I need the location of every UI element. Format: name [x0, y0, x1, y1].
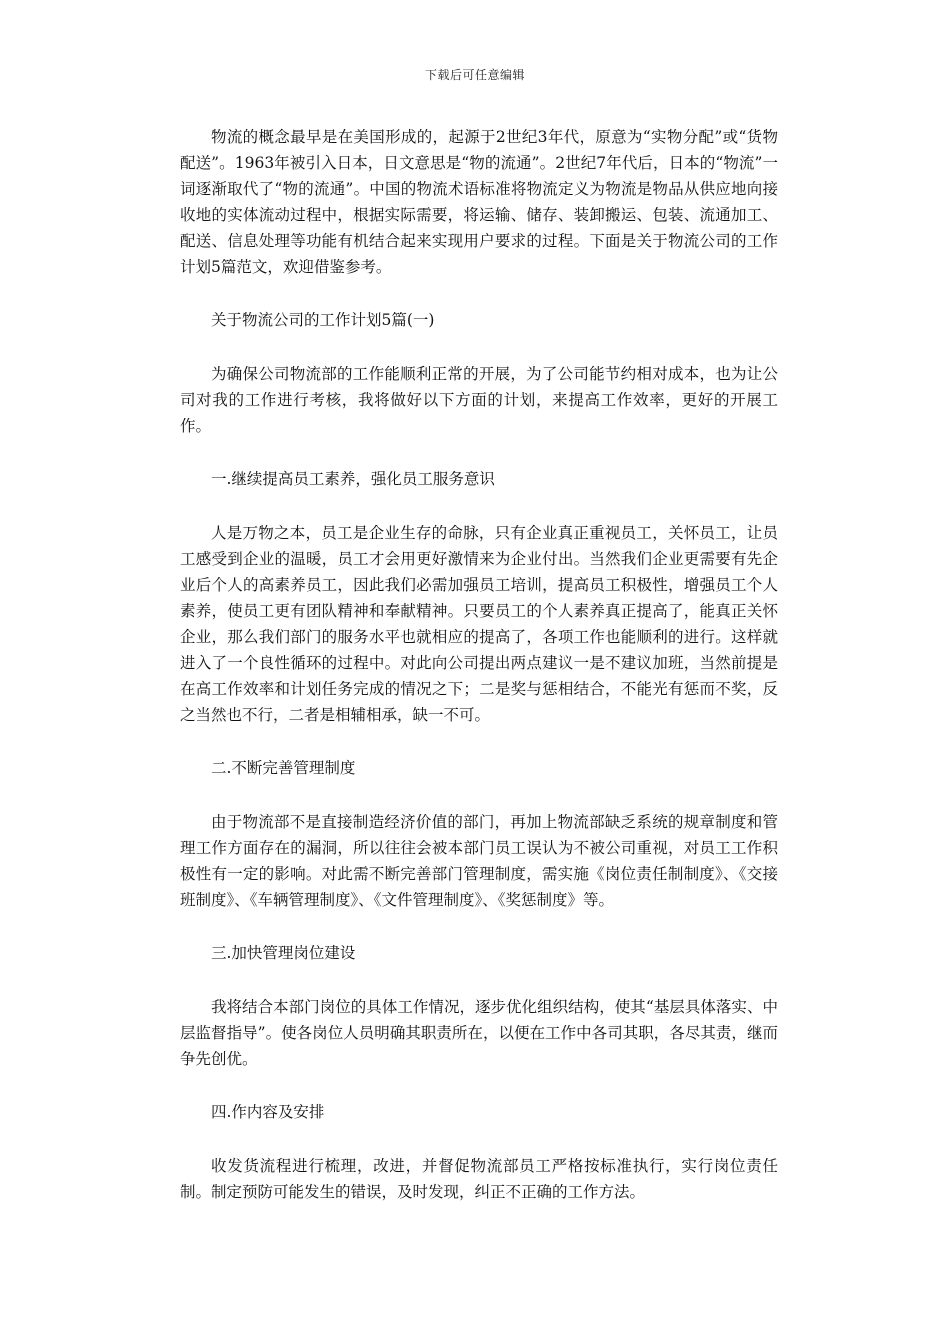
paragraph-1: 为确保公司物流部的工作能顺利正常的开展，为了公司能节约相对成本，也为让公司对我的工作进行考核，我将做好以下方面的计划，来提高工作效率，更好的开展工作。 [180, 365, 778, 435]
paragraph-5: 收发货流程进行梳理，改进，并督促物流部员工严格按标准执行，实行岗位责任制。制定预防可能发生的错误，及时发现，纠正不正确的工作方法。 [180, 1157, 778, 1201]
paragraph-3: 由于物流部不是直接制造经济价值的部门，再加上物流部缺乏系统的规章制度和管理工作方面存在的漏洞，所以往往会被本部门员工误认为不被公司重视，对员工工作积极性有一定的影响。对此需不断完善部门管理制度，需实施《岗位责任制制度》、《交接班制度》、《车辆管理制度》、《文件管理制度》、《奖惩制度》等。 [180, 813, 778, 909]
paragraph-4: 我将结合本部门岗位的具体工作情况，逐步优化组织结构，使其“基层具体落实、中层监督指导”。使各岗位人员明确其职责所在，以便在工作中各司其职，各尽其责，继而争先创优。 [180, 998, 778, 1068]
document-title: 关于物流公司的工作计划5篇(一) [211, 311, 435, 329]
section-heading-4: 四.作内容及安排 [211, 1103, 325, 1121]
intro-paragraph: 物流的概念最早是在美国形成的，起源于2世纪3年代，原意为“实物分配”或“货物配送”。1963年被引入日本，日文意思是“物的流通”。2世纪7年代后，日本的“物流”一词逐渐取代了“物的流通”。中国的物流术语标准将物流定义为物流是物品从供应地向接收地的实体流动过程中，根据实际需要，将运输、储存、装卸搬运、包装、流通加工、配送、信息处理等功能有机结合起来实现用户要求的过程。下面是关于物流公司的工作计划5篇范文，欢迎借鉴参考。 [180, 128, 778, 276]
page-header: 下载后可任意编辑 [424, 68, 525, 82]
document-body [180, 124, 778, 1232]
section-heading-1: 一.继续提高员工素养，强化员工服务意识 [211, 470, 495, 488]
section-heading-3: 三.加快管理岗位建设 [211, 944, 356, 962]
section-heading-2: 二.不断完善管理制度 [211, 759, 356, 777]
paragraph-2: 人是万物之本，员工是企业生存的命脉，只有企业真正重视员工，关怀员工，让员工感受到企业的温暖，员工才会用更好激情来为企业付出。当然我们企业更需要有先企业后个人的高素养员工，因此我们必需加强员工培训，提高员工积极性，增强员工个人素养，使员工更有团队精神和奉献精神。只要员工的个人素养真正提高了，能真正关怀企业，那么我们部门的服务水平也就相应的提高了，各项工作也能顺利的进行。这样就进入了一个良性循环的过程中。对此向公司提出两点建议一是不建议加班，当然前提是在高工作效率和计划任务完成的情况之下；二是奖与惩相结合，不能光有惩而不奖，反之当然也不行，二者是相辅相承，缺一不可。 [180, 524, 778, 724]
